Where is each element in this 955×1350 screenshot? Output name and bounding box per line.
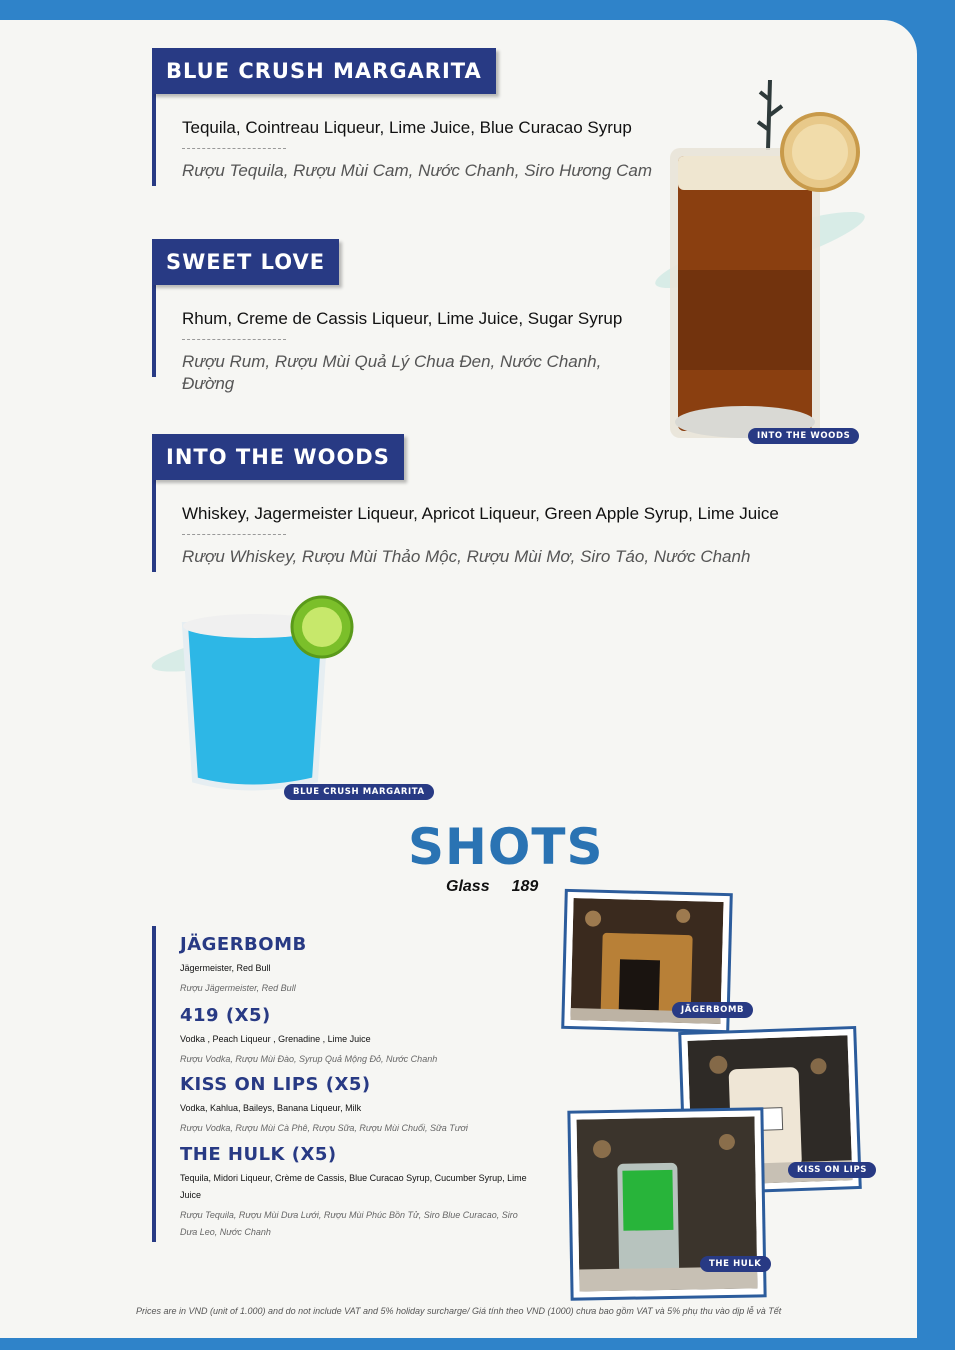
glass-label: Glass <box>446 878 490 895</box>
cocktail-ingredients-vi: Rượu Whiskey, Rượu Mùi Thảo Mộc, Rượu Mùi Mơ, Siro Táo, Nước Chanh <box>182 547 751 566</box>
shot-ingredients-en: Vodka , Peach Liqueur , Grenadine , Lime Juice <box>180 1034 371 1044</box>
shot-item <box>180 1005 540 1068</box>
shot-name: 419 (X5) <box>180 1005 271 1026</box>
image-tag: INTO THE WOODS <box>748 428 859 444</box>
shot-name: THE HULK (X5) <box>180 1144 337 1165</box>
shot-name: JÄGERBOMB <box>180 934 307 955</box>
shot-item <box>180 1074 540 1137</box>
into-the-woods-drink-image <box>620 70 870 450</box>
divider <box>182 339 286 340</box>
cocktail-ingredients-vi: Rượu Tequila, Rượu Mùi Cam, Nước Chanh, Siro Hương Cam <box>182 161 653 180</box>
shot-ingredients-en: Vodka, Kahlua, Baileys, Banana Liqueur, Milk <box>180 1103 362 1113</box>
shot-item <box>180 934 540 997</box>
shot-name: KISS ON LIPS (X5) <box>180 1074 371 1095</box>
image-tag: JÄGERBOMB <box>672 1002 753 1018</box>
divider <box>182 534 286 535</box>
image-tag: BLUE CRUSH MARGARITA <box>284 784 434 800</box>
price-footnote: Prices are in VND (unit of 1.000) and do not include VAT and 5% holiday surcharge/ Giá tính theo VND (1000) chưa bao gồm VAT và 5% phụ thu vào dịp lễ và Tết <box>136 1306 782 1316</box>
shot-ingredients-en: Jägermeister, Red Bull <box>180 963 271 973</box>
shots-price: 189 <box>511 878 539 895</box>
image-tag: KISS ON LIPS <box>788 1162 876 1178</box>
cocktail-title: SWEET LOVE <box>152 239 339 285</box>
cocktail-ingredients-en: Tequila, Cointreau Liqueur, Lime Juice, Blue Curacao Syrup <box>182 118 632 137</box>
image-tag: THE HULK <box>700 1256 771 1272</box>
cocktail-ingredients-vi: Rượu Rum, Rượu Mùi Quả Lý Chua Đen, Nước Chanh, Đường <box>182 352 602 393</box>
top-border <box>0 0 955 20</box>
blue-crush-drink-image <box>140 590 370 805</box>
divider <box>182 148 286 149</box>
shot-ingredients-en: Tequila, Midori Liqueur, Crème de Cassis, Blue Curacao Syrup, Cucumber Syrup, Lime Juice <box>180 1173 527 1200</box>
shot-ingredients-vi: Rượu Jägermeister, Red Bull <box>180 983 296 993</box>
cocktail-title: INTO THE WOODS <box>152 434 404 480</box>
section-rule <box>152 926 156 1242</box>
shot-item <box>180 1144 530 1241</box>
shot-ingredients-vi: Rượu Vodka, Rượu Mùi Đào, Syrup Quả Mộng Đỏ, Nước Chanh <box>180 1054 438 1064</box>
shots-heading: SHOTS <box>408 818 604 876</box>
cocktail-ingredients-en: Whiskey, Jagermeister Liqueur, Apricot Liqueur, Green Apple Syrup, Lime Juice <box>182 504 779 523</box>
cocktail-ingredients-en: Rhum, Creme de Cassis Liqueur, Lime Juice, Sugar Syrup <box>182 309 623 328</box>
shot-ingredients-vi: Rượu Vodka, Rượu Mùi Cà Phê, Rượu Sữa, Rượu Mùi Chuối, Sữa Tươi <box>180 1123 468 1133</box>
shots-price-line <box>446 878 560 896</box>
cocktail-title: BLUE CRUSH MARGARITA <box>152 48 496 94</box>
shot-ingredients-vi: Rượu Tequila, Rượu Mùi Dưa Lưới, Rượu Mùi Phúc Bồn Tử, Siro Blue Curacao, Siro Dưa Leo, Nước Chanh <box>180 1210 518 1237</box>
